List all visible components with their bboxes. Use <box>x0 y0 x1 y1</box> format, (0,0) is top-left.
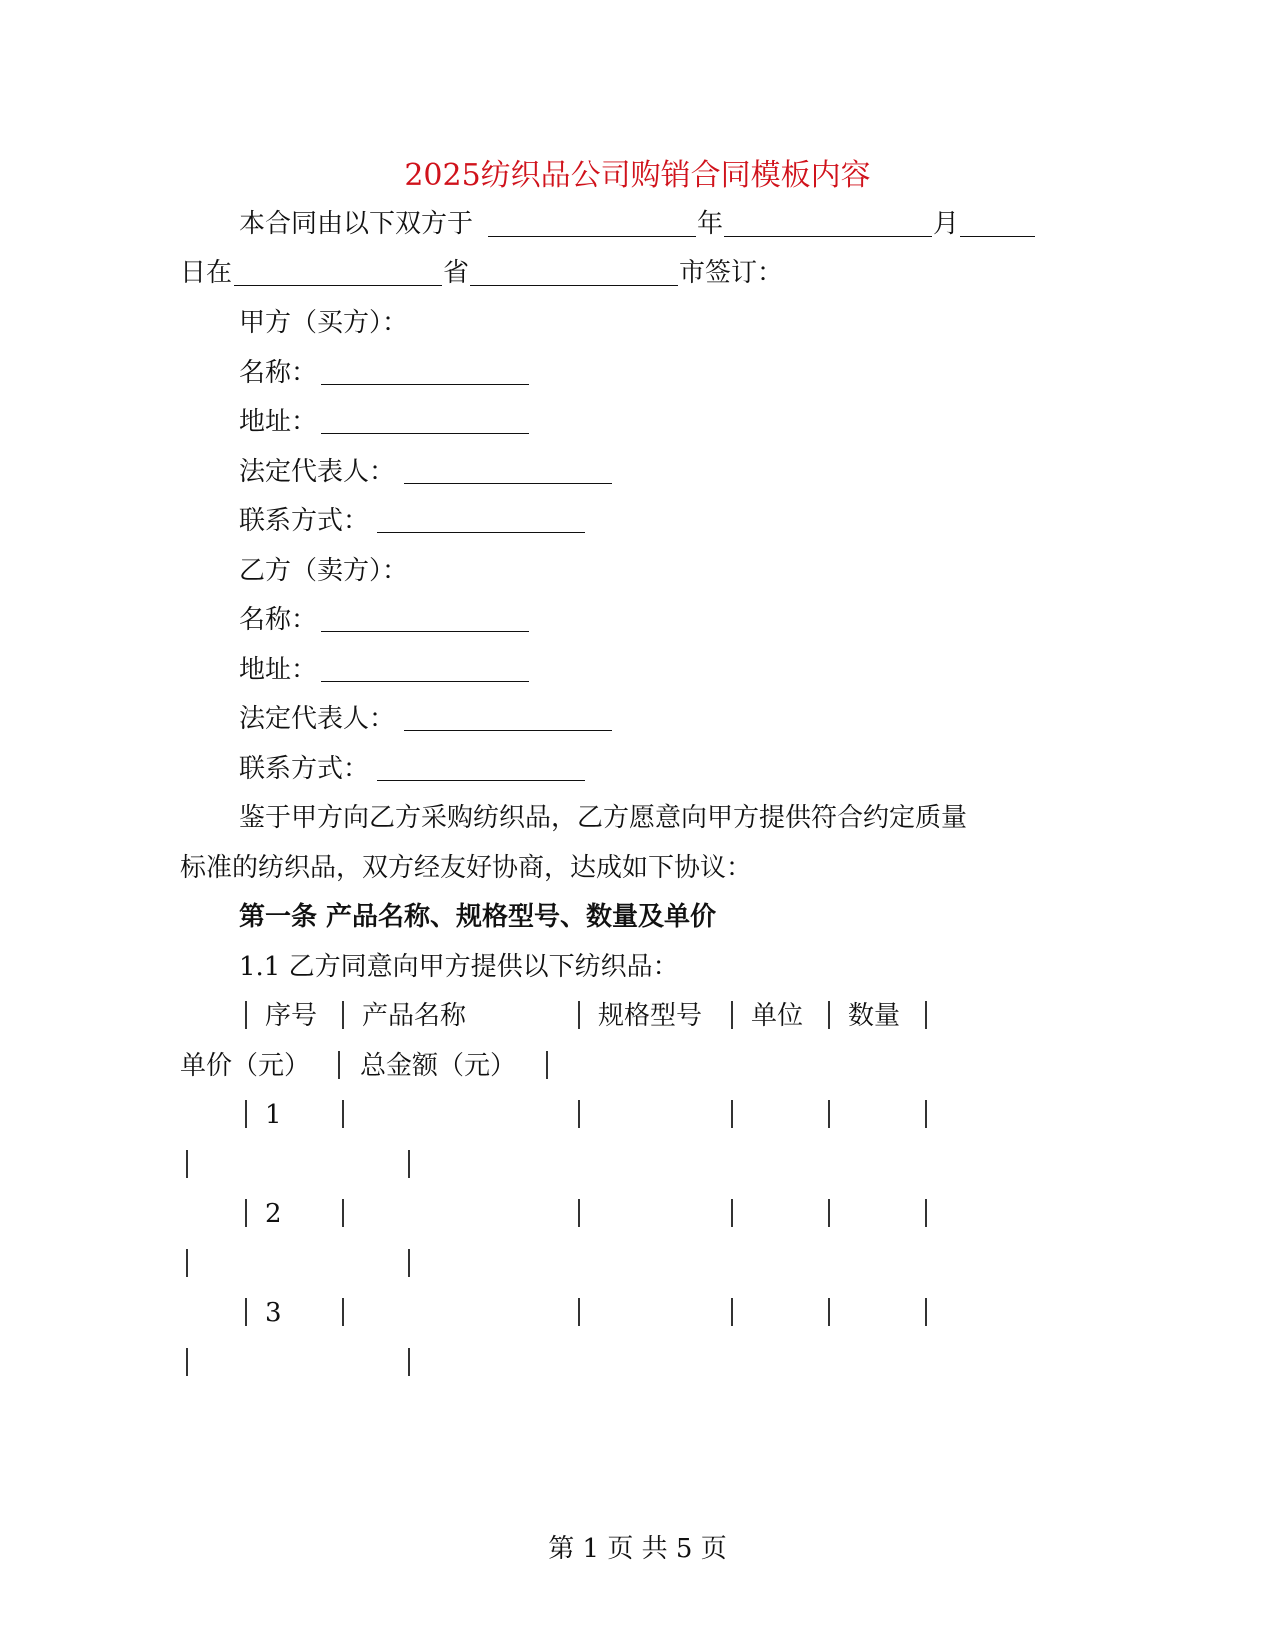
table-divider <box>245 1100 247 1128</box>
header-unit-price: 单价（元） <box>180 1051 311 1081</box>
table-divider <box>828 1199 830 1227</box>
table-divider <box>408 1249 410 1277</box>
party-a-legal-rep-blank <box>404 483 612 484</box>
table-divider <box>342 1001 344 1029</box>
table-divider <box>925 1298 927 1326</box>
table-divider <box>342 1199 344 1227</box>
table-divider <box>408 1348 410 1376</box>
preamble-line-2: 标准的纺织品，双方经友好协商，达成如下协议： <box>180 853 753 883</box>
party-a-address-blank <box>321 433 529 434</box>
table-divider <box>731 1298 733 1326</box>
month-blank <box>724 236 932 237</box>
party-a-name-blank <box>321 384 529 385</box>
city-label: 市签订： <box>679 258 784 288</box>
table-divider <box>925 1199 927 1227</box>
header-spec: 规格型号 <box>598 1001 703 1031</box>
table-divider <box>342 1100 344 1128</box>
party-b-contact-blank <box>377 780 585 781</box>
party-b-legal-rep-label: 法定代表人： <box>239 704 396 734</box>
header-quantity: 数量 <box>848 1001 901 1031</box>
party-b-name-blank <box>321 631 529 632</box>
party-a-name-label: 名称： <box>239 358 318 388</box>
party-a-legal-rep-label: 法定代表人： <box>239 457 396 487</box>
clause-1-1: 1.1 乙方同意向甲方提供以下纺织品： <box>239 952 679 982</box>
year-blank <box>488 236 696 237</box>
table-divider <box>578 1001 580 1029</box>
party-b-name-label: 名称： <box>239 605 318 635</box>
table-divider <box>828 1100 830 1128</box>
row-seq: 2 <box>265 1199 282 1229</box>
preamble-line-1: 鉴于甲方向乙方采购纺织品，乙方愿意向甲方提供符合约定质量 <box>239 803 968 833</box>
party-b-contact-label: 联系方式： <box>239 754 370 784</box>
article-1-heading: 第一条 产品名称、规格型号、数量及单价 <box>239 902 717 932</box>
table-divider <box>828 1001 830 1029</box>
table-divider <box>186 1348 188 1376</box>
province-label: 省 <box>443 258 470 288</box>
document-title: 2025纺织品公司购销合同模板内容 <box>404 158 871 193</box>
table-divider <box>925 1100 927 1128</box>
table-divider <box>828 1298 830 1326</box>
table-divider <box>186 1150 188 1178</box>
intro-text: 本合同由以下双方于 <box>239 209 474 239</box>
table-divider <box>546 1051 548 1079</box>
party-a-heading: 甲方（买方）： <box>239 308 409 338</box>
header-total: 总金额（元） <box>360 1051 517 1081</box>
party-b-address-label: 地址： <box>239 655 318 685</box>
year-label: 年 <box>697 209 724 239</box>
table-divider <box>338 1051 340 1079</box>
table-divider <box>731 1001 733 1029</box>
table-divider <box>245 1298 247 1326</box>
table-divider <box>731 1199 733 1227</box>
row-seq: 1 <box>265 1100 282 1130</box>
party-b-heading: 乙方（卖方）： <box>239 556 409 586</box>
day-label: 日在 <box>180 258 233 288</box>
table-divider <box>408 1150 410 1178</box>
province-blank <box>234 285 442 286</box>
party-b-legal-rep-blank <box>404 730 612 731</box>
table-divider <box>578 1100 580 1128</box>
party-a-contact-label: 联系方式： <box>239 506 370 536</box>
table-divider <box>578 1298 580 1326</box>
day-blank <box>960 236 1035 237</box>
party-b-address-blank <box>321 681 529 682</box>
header-unit: 单位 <box>751 1001 804 1031</box>
party-a-address-label: 地址： <box>239 407 318 437</box>
row-seq: 3 <box>265 1298 282 1328</box>
table-divider <box>925 1001 927 1029</box>
table-divider <box>245 1199 247 1227</box>
table-divider <box>342 1298 344 1326</box>
header-seq: 序号 <box>265 1001 318 1031</box>
month-label: 月 <box>933 209 960 239</box>
header-product-name: 产品名称 <box>362 1001 467 1031</box>
table-divider <box>578 1199 580 1227</box>
table-divider <box>731 1100 733 1128</box>
page-footer: 第 1 页 共 5 页 <box>548 1534 727 1564</box>
city-blank <box>470 285 678 286</box>
table-divider <box>245 1001 247 1029</box>
table-divider <box>186 1249 188 1277</box>
party-a-contact-blank <box>377 532 585 533</box>
